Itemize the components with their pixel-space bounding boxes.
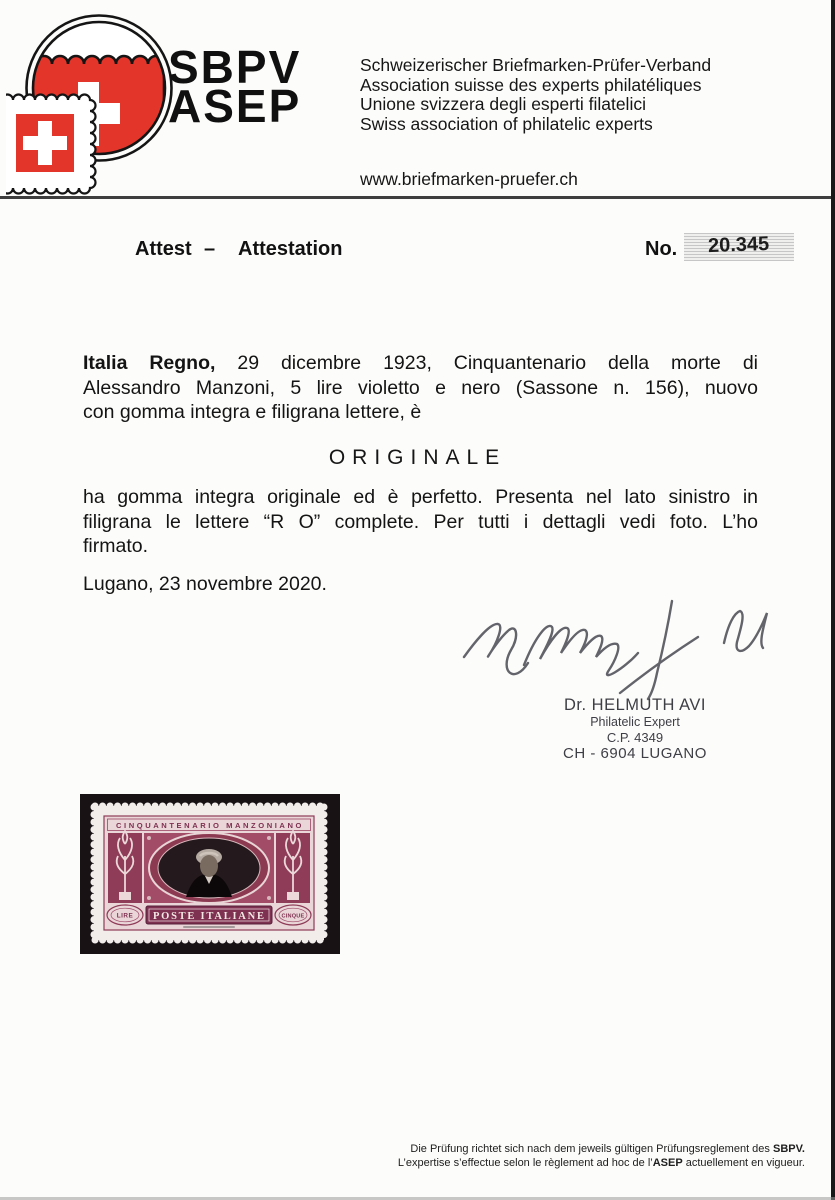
condition-line-1: ha gomma integra originale ed è perfetto. Presenta nel lato sinistro in: [83, 486, 758, 508]
signature-stroke-1: [464, 624, 528, 674]
footer-line-de: [398, 1143, 805, 1157]
description-line-2: Alessandro Manzoni, 5 lire violetto e nero (Sassone n. 156), nuovo: [83, 376, 758, 399]
certificate-number-box: [684, 233, 794, 261]
org-abbrev-asep: ASEP: [168, 80, 302, 132]
attest-label-de: Attest: [135, 238, 192, 260]
condition-line-3: firmato.: [83, 535, 149, 557]
attest-dash: –: [204, 238, 216, 260]
website-url: www.briefmarken-pruefer.ch: [360, 169, 578, 189]
small-stamp-icon: [6, 95, 96, 194]
expert-address-stamp: [495, 696, 775, 762]
association-names: [360, 56, 711, 134]
stamp-bottom-banner: POSTE ITALIANE: [153, 910, 265, 922]
expert-title: Philatelic Expert: [590, 715, 680, 729]
certificate-number-label: No.: [645, 238, 678, 260]
signature-stroke-5: [724, 611, 767, 651]
condition-line-2: filigrana le lettere “R O” complete. Per tutti i dettagli vedi foto. L’ho: [83, 510, 758, 533]
signature-stroke-2: [524, 626, 638, 675]
expert-city: CH - 6904 LUGANO: [563, 745, 707, 762]
stamp-right-value: CINQUE: [281, 913, 305, 920]
stamp-photo: [80, 794, 340, 959]
stamp-top-caption: CINQUANTENARIO MANZONIANO: [116, 820, 302, 830]
condition-paragraph: [83, 485, 758, 559]
certificate-number: 20.345: [708, 232, 770, 258]
description-line-1: [83, 351, 758, 376]
stamp-left-column: [108, 831, 142, 903]
description-line-1-rest: 29 dicembre 1923, Cinquantenario della morte di: [215, 352, 758, 374]
signature-stroke-3: [648, 601, 672, 699]
association-name-fr: Association suisse des experts philatéliques: [360, 74, 702, 95]
expert-signature: [440, 593, 790, 710]
footer-line-fr-text: L’expertise s’effectue selon le règlement ad hoc de l’: [397, 1156, 653, 1169]
stamp-left-value: LIRE: [116, 912, 134, 920]
expert-po-box: C.P. 4349: [606, 730, 664, 745]
footer-fine-print: [398, 1143, 805, 1170]
header-divider: [0, 196, 835, 199]
expert-name: Dr. HELMUTH AVI: [564, 696, 706, 714]
description-line-3: con gomma integra e filigrana lettere, è: [83, 401, 422, 423]
association-name-it: Unione svizzera degli esperti filatelici: [360, 94, 646, 115]
signature-svg: [440, 593, 790, 705]
footer-line-de-text: Die Prüfung richtet sich nach dem jeweils gültigen Prüfungsreglement des: [410, 1143, 773, 1155]
footer-line-fr-tail: actuellement en vigueur.: [682, 1156, 805, 1169]
stamp-photo-svg: [80, 794, 340, 954]
stamp-right-column: [276, 831, 310, 903]
stamp-portrait-medallion: [144, 833, 274, 903]
stamp-microprint: [183, 926, 235, 928]
org-abbreviation: [168, 41, 302, 132]
association-name-en: Swiss association of philatelic experts: [360, 113, 653, 134]
org-abbrev-sbpv: SBPV: [168, 41, 302, 93]
association-name-de: Schweizerischer Briefmarken-Prüfer-Verband: [360, 55, 712, 75]
place-date-line: Lugano, 23 novembre 2020.: [83, 573, 327, 595]
item-title: Italia Regno,: [83, 352, 216, 374]
footer-line-fr: [398, 1157, 805, 1171]
stamp-value-row: [107, 905, 311, 925]
attest-label-fr: Attestation: [238, 238, 343, 260]
verdict-originale: ORIGINALE: [328, 446, 507, 469]
scan-right-edge: [831, 0, 835, 1200]
footer-line-fr-bold: ASEP: [652, 1156, 683, 1169]
description-paragraph: [83, 351, 758, 425]
footer-line-de-bold: SBPV.: [772, 1143, 805, 1155]
